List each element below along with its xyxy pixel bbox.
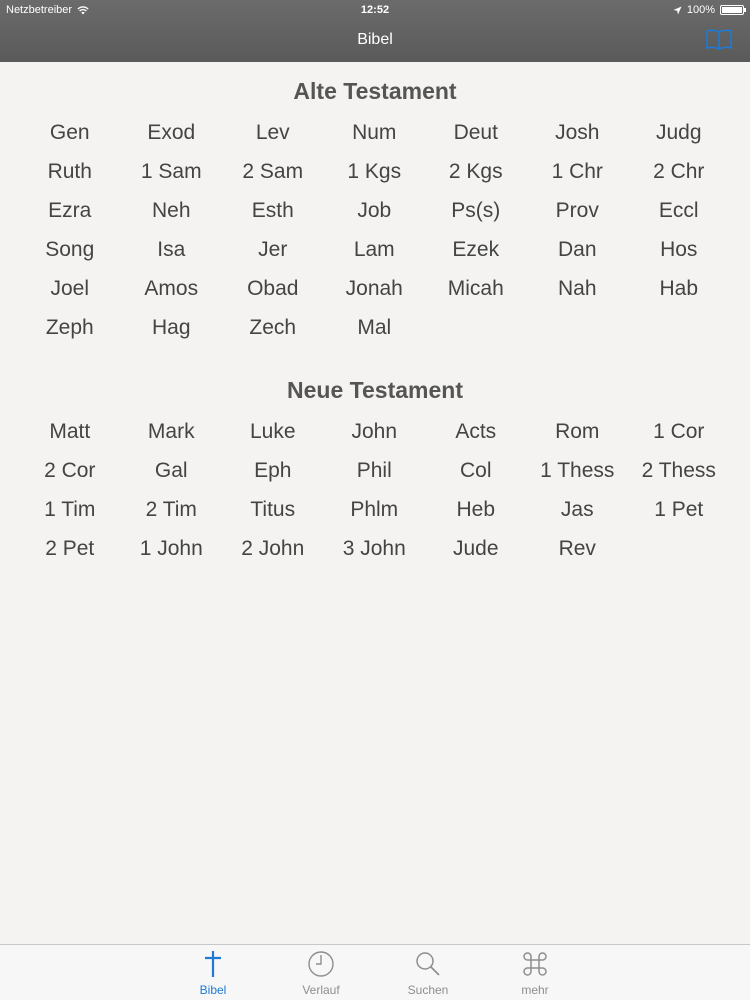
book-item[interactable]: Gal	[154, 459, 188, 482]
book-item[interactable]: Titus	[250, 498, 296, 521]
book-item[interactable]: Nah	[557, 277, 597, 300]
book-item[interactable]: 1 Chr	[551, 160, 603, 183]
book-item[interactable]: Amos	[144, 277, 199, 300]
book-item[interactable]: Zeph	[45, 316, 94, 339]
book-item[interactable]: 2 Cor	[44, 459, 96, 482]
book-item[interactable]: Hag	[151, 316, 191, 339]
book-item[interactable]: 3 John	[342, 537, 406, 560]
book-item[interactable]: John	[351, 420, 398, 443]
book-item[interactable]: Jonah	[345, 277, 403, 300]
tab-suchen[interactable]	[388, 949, 468, 999]
book-item[interactable]: Ruth	[47, 160, 92, 183]
book-item[interactable]: Joel	[50, 277, 90, 300]
old-testament-books	[19, 113, 730, 347]
book-item[interactable]: Acts	[455, 420, 497, 443]
book-item[interactable]: 1 Thess	[540, 459, 615, 482]
book-item[interactable]: Mal	[357, 316, 392, 339]
book-item[interactable]: Isa	[157, 238, 186, 261]
tab-label: Verlauf	[302, 983, 340, 997]
tab-mehr[interactable]	[495, 949, 575, 999]
book-icon	[705, 28, 733, 50]
battery-fill	[722, 7, 742, 13]
new-testament-books	[19, 412, 730, 568]
clock-icon	[307, 950, 335, 978]
carrier-name: Netzbetreiber	[6, 4, 73, 16]
book-item[interactable]: 2 Tim	[145, 498, 197, 521]
book-item[interactable]: Num	[352, 121, 397, 144]
search-icon	[414, 950, 442, 978]
book-item[interactable]: Esth	[251, 199, 294, 222]
clock-time: 12:52	[360, 4, 390, 16]
tab-label: Suchen	[407, 983, 449, 997]
book-item[interactable]: 2 Pet	[45, 537, 95, 560]
book-item[interactable]: Ezra	[48, 199, 92, 222]
book-item[interactable]: Jer	[258, 238, 288, 261]
book-item[interactable]: Micah	[447, 277, 504, 300]
book-item[interactable]: Phlm	[350, 498, 399, 521]
book-item[interactable]: Hos	[660, 238, 698, 261]
book-item[interactable]: Job	[357, 199, 392, 222]
tab-bar	[0, 944, 750, 1000]
book-item[interactable]: Gen	[49, 121, 90, 144]
book-item[interactable]: Josh	[555, 121, 600, 144]
book-item[interactable]: Mark	[147, 420, 195, 443]
book-item[interactable]: Song	[45, 238, 95, 261]
battery-icon	[720, 5, 744, 15]
book-item[interactable]: Rev	[558, 537, 596, 560]
book-item[interactable]: 1 Sam	[140, 160, 202, 183]
book-item[interactable]: 1 Tim	[44, 498, 96, 521]
book-item[interactable]: 2 Sam	[242, 160, 304, 183]
book-item[interactable]: Dan	[557, 238, 597, 261]
book-item[interactable]: Obad	[247, 277, 299, 300]
tab-label: mehr	[521, 983, 549, 997]
book-item[interactable]: Col	[459, 459, 492, 482]
book-item[interactable]: Prov	[555, 199, 599, 222]
book-item[interactable]: Ps(s)	[451, 199, 501, 222]
book-item[interactable]: Jas	[560, 498, 594, 521]
status-right	[673, 4, 744, 16]
battery-percent: 100%	[686, 4, 715, 16]
book-item[interactable]: Hab	[659, 277, 699, 300]
book-item[interactable]: Zech	[249, 316, 297, 339]
tab-bibel[interactable]	[173, 949, 253, 999]
book-item[interactable]: Judg	[655, 121, 702, 144]
book-item[interactable]: Rom	[555, 420, 600, 443]
book-item[interactable]: Neh	[151, 199, 191, 222]
page-title: Bibel	[357, 31, 393, 48]
book-item[interactable]: Jude	[452, 537, 499, 560]
book-item[interactable]: 1 Pet	[654, 498, 704, 521]
book-item[interactable]: 1 Kgs	[347, 160, 402, 183]
book-item[interactable]: Ezek	[452, 238, 500, 261]
tab-verlauf[interactable]	[281, 949, 361, 999]
book-item[interactable]: Deut	[453, 121, 498, 144]
command-icon	[522, 951, 548, 977]
book-item[interactable]: Phil	[356, 459, 392, 482]
book-item[interactable]: Eccl	[658, 199, 699, 222]
navigation-bar	[0, 0, 750, 62]
location-arrow-icon	[673, 6, 682, 15]
book-item[interactable]: Luke	[249, 420, 296, 443]
book-item[interactable]: Exod	[147, 121, 196, 144]
book-item[interactable]: Eph	[254, 459, 292, 482]
book-item[interactable]: 1 John	[139, 537, 203, 560]
book-button[interactable]	[704, 26, 734, 52]
book-item[interactable]: Lam	[353, 238, 395, 261]
book-item[interactable]: 2 Chr	[653, 160, 705, 183]
book-item[interactable]: Lev	[255, 121, 290, 144]
book-item[interactable]: Heb	[456, 498, 496, 521]
new-testament-title: Neue Testament	[287, 377, 463, 403]
book-item[interactable]: 2 Kgs	[448, 160, 503, 183]
tab-label: Bibel	[199, 983, 227, 997]
book-item[interactable]: 2 Thess	[641, 459, 716, 482]
book-item[interactable]: 1 Cor	[653, 420, 705, 443]
status-bar	[0, 0, 750, 20]
book-item[interactable]: 2 John	[241, 537, 305, 560]
book-item[interactable]: Matt	[49, 420, 91, 443]
old-testament-title: Alte Testament	[293, 78, 457, 104]
cross-icon	[203, 950, 223, 978]
